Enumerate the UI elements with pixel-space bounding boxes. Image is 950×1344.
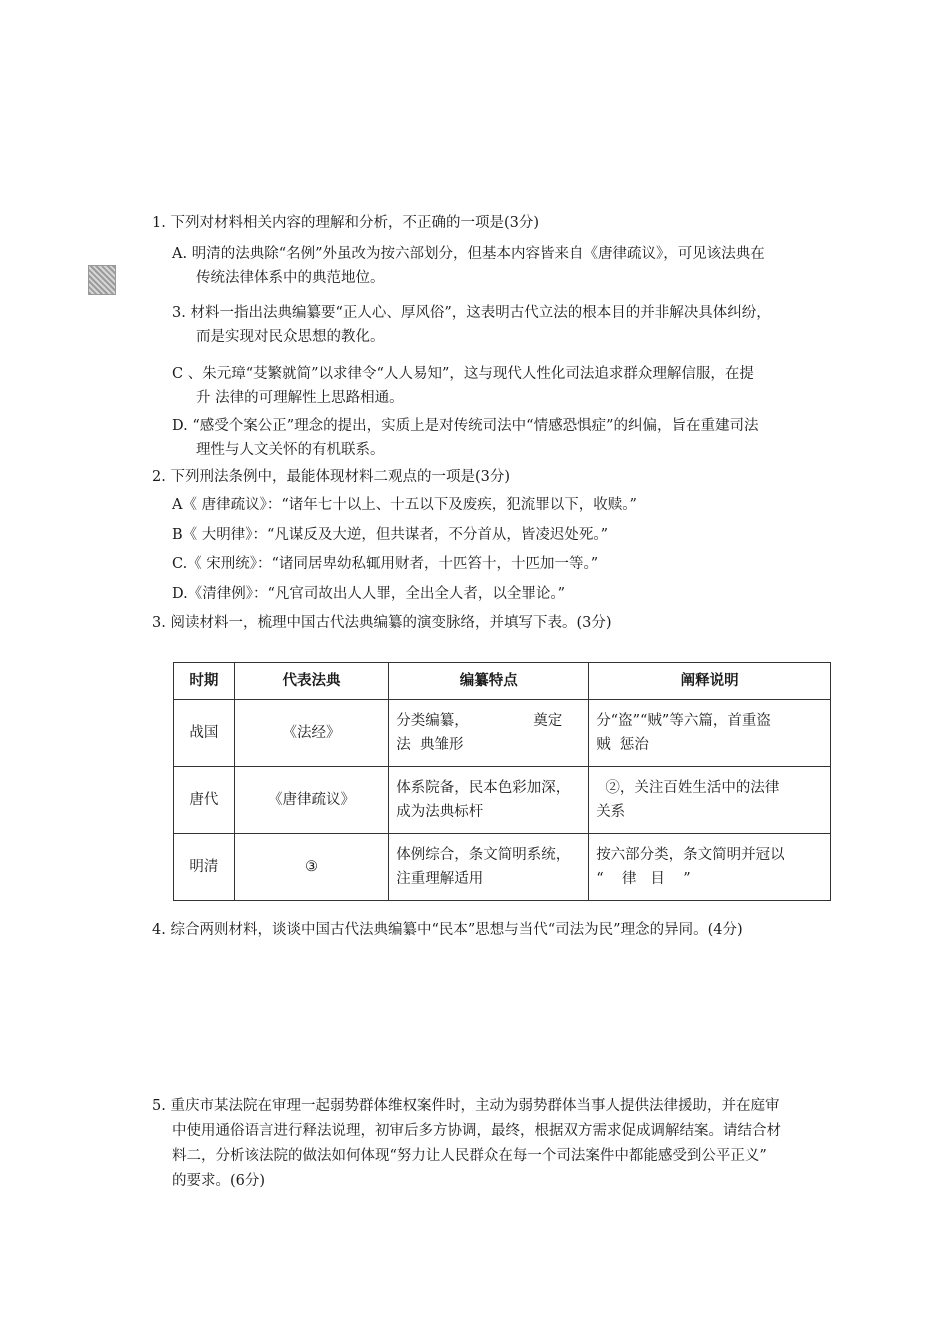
header-period: 时期 — [174, 663, 235, 700]
cell-note — [589, 834, 831, 901]
cell-code: 《法经》 — [234, 700, 388, 767]
cell-feature-line1: 体例综合，条文简明系统， — [396, 847, 571, 863]
q5-line1: 5. 重庆市某法院在审理一起弱势群体维权案件时，主动为弱势群体当事人提供法律援助，并在庭审 — [152, 1098, 780, 1114]
cell-note-line1: 按六部分类，条文简明并冠以 — [596, 847, 785, 863]
q2-stem: 2. 下列刑法条例中，最能体现材料二观点的一项是(3分) — [152, 469, 510, 485]
cell-feature — [389, 834, 589, 901]
q1-option-c-line1: C 、朱元璋“芟繁就简”以求律令“人人易知”，这与现代人性化司法追求群众理解信服，在提 — [172, 366, 754, 382]
q5-line3: 料二，分析该法院的做法如何体现“努力让人民群众在每一个司法案件中都能感受到公平正义” — [172, 1148, 767, 1164]
codification-table — [173, 662, 831, 901]
header-code: 代表法典 — [234, 663, 388, 700]
q2-option-b: B《 大明律》：“凡谋反及大逆，但共谋者，不分首从，皆凌迟处死。” — [172, 527, 609, 543]
cell-period: 战国 — [174, 700, 235, 767]
cell-period: 明清 — [174, 834, 235, 901]
q4-stem: 4. 综合两则材料，谈谈中国古代法典编纂中“民本”思想与当代“司法为民”理念的异同。(4分) — [152, 922, 743, 938]
cell-note-line1: ②，关注百姓生活中的法律 — [596, 780, 780, 796]
q5-line4: 的要求。(6分) — [172, 1173, 266, 1189]
q2-option-c: C.《 宋刑统》：“诸同居卑幼私辄用财者，十匹笞十，十匹加一等。” — [172, 556, 599, 572]
q3-stem: 3. 阅读材料一，梳理中国古代法典编纂的演变脉络，并填写下表。(3分) — [152, 615, 612, 631]
table-row — [174, 767, 831, 834]
q1-option-c-line2: 升 法律的可理解性上思路相通。 — [196, 390, 404, 406]
cell-feature — [389, 767, 589, 834]
cell-feature-line1: 分类编纂， 奠定 — [396, 713, 563, 729]
cell-note-line2: 贼 惩治 — [596, 737, 649, 753]
cell-feature-line1: 体系院备，民本色彩加深， — [396, 780, 571, 796]
q1-option-a-line1: A. 明清的法典除“名例”外虽改为按六部划分，但基本内容皆来自《唐律疏议》，可见该法典在 — [172, 246, 765, 262]
cell-note — [589, 767, 831, 834]
cell-code: 《唐律疏议》 — [234, 767, 388, 834]
cell-feature-line2: 注重理解适用 — [396, 871, 484, 887]
q2-option-d: D.《清律例》：“凡官司故出人人罪，全出全人者，以全罪论。” — [172, 586, 566, 602]
header-feature: 编纂特点 — [389, 663, 589, 700]
cell-note-line2: 关系 — [596, 804, 626, 820]
table-row — [174, 834, 831, 901]
q5-line2: 中使用通俗语言进行释法说理，初审后多方协调，最终，根据双方需求促成调解结案。请结合材 — [172, 1123, 781, 1139]
q2-option-a: A《 唐律疏议》：“诸年七十以上、十五以下及废疾，犯流罪以下，收赎。” — [172, 497, 637, 513]
q1-stem: 1. 下列对材料相关内容的理解和分析，不正确的一项是(3分) — [152, 215, 539, 231]
q1-option-d-line2: 理性与人文关怀的有机联系。 — [196, 442, 385, 458]
cell-note — [589, 700, 831, 767]
table-header-row — [174, 663, 831, 700]
q1-option-a-line2: 传统法律体系中的典范地位。 — [196, 270, 385, 286]
cell-feature-line2: 成为法典标杆 — [396, 804, 484, 820]
q1-option-b-line1: 3. 材料一指出法典编纂要“正人心、厚风俗”，这表明古代立法的根本目的并非解决具体纠纷， — [172, 305, 771, 321]
q1-option-d-line1: D. “感受个案公正”理念的提出，实质上是对传统司法中“情感恐惧症”的纠偏，旨在重建司法 — [172, 418, 759, 434]
cell-note-line2: “ 律 目 ” — [596, 871, 691, 887]
cell-feature-line2: 法 典雏形 — [396, 737, 464, 753]
q1-option-b-line2: 而是实现对民众思想的教化。 — [196, 329, 385, 345]
table-row — [174, 700, 831, 767]
cell-note-line1: 分“盗”“贼”等六篇，首重盗 — [596, 713, 771, 729]
cell-feature — [389, 700, 589, 767]
cell-code: ③ — [234, 834, 388, 901]
header-note: 阐释说明 — [589, 663, 831, 700]
cell-period: 唐代 — [174, 767, 235, 834]
scanned-seal-image — [88, 265, 116, 295]
